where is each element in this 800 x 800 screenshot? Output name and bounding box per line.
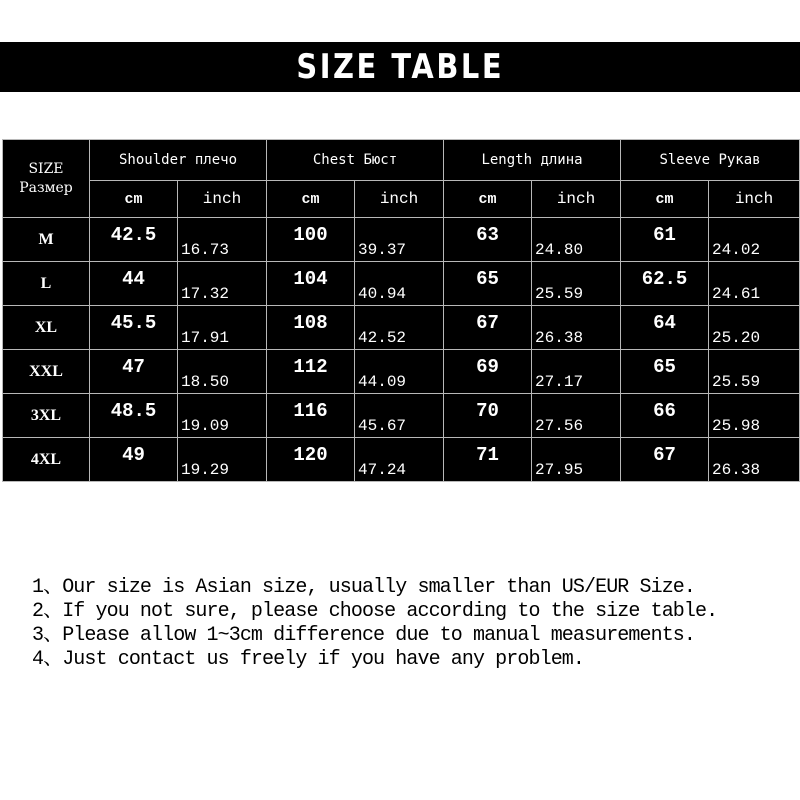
shoulder-cm-cell: 48.5 <box>90 394 178 438</box>
length-cm-cell: 63 <box>444 218 532 262</box>
chest-inch-cell: 44.09 <box>355 350 444 394</box>
sleeve-inch-cell: 25.59 <box>709 350 800 394</box>
table-row <box>3 218 800 262</box>
shoulder-cm-cell: 45.5 <box>90 306 178 350</box>
table-header-row <box>3 140 800 181</box>
shoulder-cm-cell: 44 <box>90 262 178 306</box>
shoulder-inch-cell: 17.32 <box>178 262 267 306</box>
shoulder-inch-cell: 18.50 <box>178 350 267 394</box>
sleeve-inch-cell: 25.98 <box>709 394 800 438</box>
shoulder-cm-cell: 42.5 <box>90 218 178 262</box>
sleeve-inch-cell: 26.38 <box>709 438 800 482</box>
unit-cm-header: cm <box>90 181 178 218</box>
sleeve-cm-cell: 67 <box>621 438 709 482</box>
chest-cm-cell: 116 <box>267 394 355 438</box>
length-inch-cell: 27.56 <box>532 394 621 438</box>
length-inch-cell: 24.80 <box>532 218 621 262</box>
length-cm-cell: 69 <box>444 350 532 394</box>
size-cell: M <box>3 218 90 262</box>
chest-inch-cell: 47.24 <box>355 438 444 482</box>
chest-inch-cell: 39.37 <box>355 218 444 262</box>
sleeve-cm-cell: 62.5 <box>621 262 709 306</box>
title-banner <box>0 42 800 92</box>
table-row <box>3 394 800 438</box>
shoulder-cm-cell: 49 <box>90 438 178 482</box>
unit-inch-header: inch <box>532 181 621 218</box>
table-row <box>3 350 800 394</box>
unit-cm-header: cm <box>267 181 355 218</box>
shoulder-inch-cell: 19.29 <box>178 438 267 482</box>
chest-cm-cell: 104 <box>267 262 355 306</box>
unit-cm-header: cm <box>444 181 532 218</box>
sleeve-inch-cell: 24.02 <box>709 218 800 262</box>
size-cell: XXL <box>3 350 90 394</box>
note-line-4: 4、Just contact us freely if you have any problem. <box>32 648 584 671</box>
size-header-label: SIZE <box>28 160 64 177</box>
chest-cm-cell: 100 <box>267 218 355 262</box>
size-cell: 4XL <box>3 438 90 482</box>
chest-inch-cell: 45.67 <box>355 394 444 438</box>
table-row <box>3 306 800 350</box>
sleeve-cm-cell: 61 <box>621 218 709 262</box>
shoulder-header: Shoulder плечо <box>90 140 267 181</box>
chest-header: Chest Бюст <box>267 140 444 181</box>
unit-inch-header: inch <box>709 181 800 218</box>
unit-inch-header: inch <box>355 181 444 218</box>
length-header: Length длина <box>444 140 621 181</box>
note-line-3: 3、Please allow 1~3cm difference due to manual measurements. <box>32 624 696 647</box>
shoulder-inch-cell: 16.73 <box>178 218 267 262</box>
length-cm-cell: 71 <box>444 438 532 482</box>
length-inch-cell: 27.17 <box>532 350 621 394</box>
chest-cm-cell: 112 <box>267 350 355 394</box>
size-column-header <box>3 140 90 218</box>
chest-inch-cell: 40.94 <box>355 262 444 306</box>
length-cm-cell: 67 <box>444 306 532 350</box>
page-title: SIZE TABLE <box>296 47 504 87</box>
sleeve-header: Sleeve Рукав <box>621 140 800 181</box>
sleeve-inch-cell: 24.61 <box>709 262 800 306</box>
chest-cm-cell: 108 <box>267 306 355 350</box>
note-line-2: 2、If you not sure, please choose according to the size table. <box>32 600 718 623</box>
length-cm-cell: 70 <box>444 394 532 438</box>
length-inch-cell: 27.95 <box>532 438 621 482</box>
table-row <box>3 262 800 306</box>
shoulder-cm-cell: 47 <box>90 350 178 394</box>
size-cell: 3XL <box>3 394 90 438</box>
sleeve-inch-cell: 25.20 <box>709 306 800 350</box>
note-line-1: 1、Our size is Asian size, usually smaller than US/EUR Size. <box>32 576 696 599</box>
unit-cm-header: cm <box>621 181 709 218</box>
size-table <box>2 139 800 482</box>
table-row <box>3 438 800 482</box>
size-cell: L <box>3 262 90 306</box>
table-unit-row <box>3 181 800 218</box>
size-cell: XL <box>3 306 90 350</box>
sleeve-cm-cell: 64 <box>621 306 709 350</box>
length-cm-cell: 65 <box>444 262 532 306</box>
length-inch-cell: 25.59 <box>532 262 621 306</box>
size-header-label-ru: Размер <box>19 179 73 196</box>
chest-cm-cell: 120 <box>267 438 355 482</box>
size-notes <box>32 576 792 672</box>
shoulder-inch-cell: 19.09 <box>178 394 267 438</box>
shoulder-inch-cell: 17.91 <box>178 306 267 350</box>
unit-inch-header: inch <box>178 181 267 218</box>
chest-inch-cell: 42.52 <box>355 306 444 350</box>
length-inch-cell: 26.38 <box>532 306 621 350</box>
sleeve-cm-cell: 65 <box>621 350 709 394</box>
sleeve-cm-cell: 66 <box>621 394 709 438</box>
